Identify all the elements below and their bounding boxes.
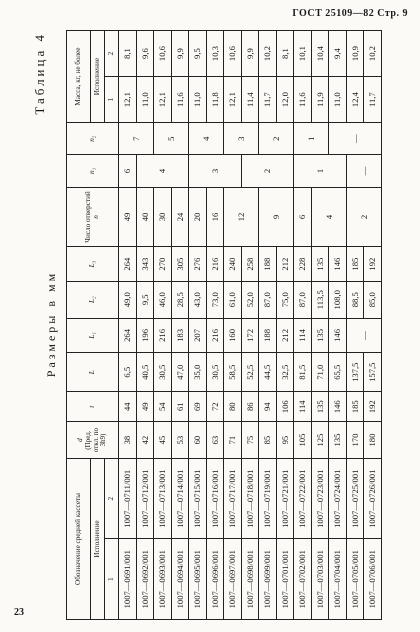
- cell-mass-2: 8,1: [119, 31, 137, 77]
- cell-mass-2: 9,5: [189, 31, 207, 77]
- page-number: 23: [14, 607, 24, 618]
- cell-d: 38: [119, 422, 137, 459]
- t-symbol: t: [87, 405, 96, 408]
- n2-symbol: n₂: [87, 135, 96, 142]
- cell-L: 40,5: [136, 353, 154, 392]
- cell-mass-1: 12,1: [224, 77, 242, 123]
- cell-d: 95: [276, 422, 294, 459]
- table-row: [311, 31, 329, 620]
- cell-t: 106: [276, 392, 294, 422]
- cell-L3: 305: [171, 247, 189, 282]
- cell-variant-1: 1007—0698/001: [241, 539, 259, 620]
- table-row: [171, 31, 189, 620]
- cell-d: 63: [206, 422, 224, 459]
- cell-mass-1: 12,0: [276, 77, 294, 123]
- cell-variant-2: 1007—0725/001: [346, 458, 364, 539]
- cell-mass-1: 11,6: [294, 77, 312, 123]
- n1-symbol: n₁: [87, 167, 96, 174]
- cell-mass-2: 10,2: [364, 31, 382, 77]
- cell-variant-2: 1007—0713/001: [154, 458, 172, 539]
- cell-L3: 135: [311, 247, 329, 282]
- cell-L3: 343: [136, 247, 154, 282]
- cell-variant-1: 1007—0695/001: [189, 539, 207, 620]
- cell-L: 44,5: [259, 353, 277, 392]
- cell-mass-1: 12,4: [346, 77, 364, 123]
- cell-variant-2: 1007—0712/001: [136, 458, 154, 539]
- n2-header: [67, 123, 119, 155]
- cell-variant-2: 1007—0714/001: [171, 458, 189, 539]
- cell-d: 135: [329, 422, 347, 459]
- cell-L3: 188: [259, 247, 277, 282]
- cell-mass-2: 10,2: [259, 31, 277, 77]
- page-header: ГОСТ 25109—82 Стр. 9: [292, 8, 408, 19]
- table-row: [189, 31, 207, 620]
- cell-d: 85: [259, 422, 277, 459]
- cell-L2: 46,0: [154, 281, 172, 318]
- cell-L3: 185: [346, 247, 364, 282]
- cell-L3: 240: [224, 247, 242, 282]
- cell-L1: 207: [189, 318, 207, 353]
- cell-mass-2: 9,6: [136, 31, 154, 77]
- cell-L: 52,5: [241, 353, 259, 392]
- cell-L2: 73,0: [206, 281, 224, 318]
- cell-d: 71: [224, 422, 242, 459]
- cell-variant-2: 1007—0726/001: [364, 458, 382, 539]
- cell-mass-2: 9,9: [241, 31, 259, 77]
- variant-header: Исполнение: [91, 458, 105, 619]
- cell-L: 157,5: [364, 353, 382, 392]
- table-row: [119, 31, 137, 620]
- cell-holes: 49: [119, 187, 137, 247]
- cell-n2: —: [329, 123, 382, 155]
- cell-t: 94: [259, 392, 277, 422]
- cell-t: 192: [364, 392, 382, 422]
- cell-variant-1: 1007—0692/001: [136, 539, 154, 620]
- cell-variant-1: 1007—0693/001: [154, 539, 172, 620]
- cell-d: 60: [189, 422, 207, 459]
- cell-n2: 2: [259, 123, 294, 155]
- L2-symbol: L₂: [87, 296, 96, 304]
- cell-L: 65,5: [329, 353, 347, 392]
- cell-variant-2: 1007—0711/001: [119, 458, 137, 539]
- holes-symbol: n: [91, 215, 100, 219]
- dimensions-table: [66, 30, 382, 620]
- cell-L3: 258: [241, 247, 259, 282]
- cell-L2: 108,0: [329, 281, 347, 318]
- cell-mass-2: 9,9: [171, 31, 189, 77]
- cell-L2: 61,0: [224, 281, 242, 318]
- cell-d: 42: [136, 422, 154, 459]
- cell-L3: 212: [276, 247, 294, 282]
- cell-holes: 6: [294, 187, 312, 247]
- table-row: [276, 31, 294, 620]
- cell-variant-2: 1007—0719/001: [259, 458, 277, 539]
- cell-mass-1: 11,4: [241, 77, 259, 123]
- cell-variant-2: 1007—0724/001: [329, 458, 347, 539]
- cell-n2: 5: [154, 123, 189, 155]
- cell-L3: 276: [189, 247, 207, 282]
- cell-t: 86: [241, 392, 259, 422]
- cell-n1: 2: [241, 155, 294, 187]
- cell-mass-1: 11,6: [171, 77, 189, 123]
- cell-L2: 88,5: [346, 281, 364, 318]
- cell-variant-2: 1007—0722/001: [294, 458, 312, 539]
- cell-n2: 7: [119, 123, 154, 155]
- cell-L1: 146: [329, 318, 347, 353]
- cell-t: 185: [346, 392, 364, 422]
- cell-mass-2: 10,6: [224, 31, 242, 77]
- cell-d: 180: [364, 422, 382, 459]
- cell-t: 54: [154, 392, 172, 422]
- cell-variant-1: 1007—0691/001: [119, 539, 137, 620]
- cell-L1: 216: [206, 318, 224, 353]
- cell-L2: 9,5: [136, 281, 154, 318]
- cell-L: 32,5: [276, 353, 294, 392]
- cell-holes: 16: [206, 187, 224, 247]
- mass-header: Масса, кг, не более: [67, 31, 91, 123]
- holes-header: [67, 187, 119, 247]
- cell-variant-2: 1007—0715/001: [189, 458, 207, 539]
- variant-1-header: 1: [105, 539, 119, 620]
- cell-L2: 43,0: [189, 281, 207, 318]
- cell-variant-1: 1007—0703/001: [311, 539, 329, 620]
- table-row: [206, 31, 224, 620]
- cell-mass-1: 11,0: [189, 77, 207, 123]
- cell-variant-1: 1007—0705/001: [346, 539, 364, 620]
- cell-t: 44: [119, 392, 137, 422]
- rotated-page: [32, 28, 418, 620]
- cell-d: 53: [171, 422, 189, 459]
- table-row: [346, 31, 364, 620]
- cell-holes: 2: [346, 187, 381, 247]
- table-row: [329, 31, 347, 620]
- cell-mass-2: 10,4: [311, 31, 329, 77]
- d-note: (Пред. откл. по 3h9): [83, 428, 108, 453]
- cell-mass-2: 10,1: [294, 31, 312, 77]
- cell-n2: 4: [189, 123, 224, 155]
- L3-header: [67, 247, 119, 282]
- cell-variant-1: 1007—0701/001: [276, 539, 294, 620]
- cell-mass-2: 9,4: [329, 31, 347, 77]
- cell-variant-2: 1007—0723/001: [311, 458, 329, 539]
- cell-variant-1: 1007—0697/001: [224, 539, 242, 620]
- cell-variant-1: 1007—0706/001: [364, 539, 382, 620]
- cell-d: 125: [311, 422, 329, 459]
- cell-d: 170: [346, 422, 364, 459]
- cell-variant-1: 1007—0694/001: [171, 539, 189, 620]
- cell-t: 80: [224, 392, 242, 422]
- cell-n1: —: [346, 155, 381, 187]
- cell-variant-2: 1007—0718/001: [241, 458, 259, 539]
- cell-L1: 188: [259, 318, 277, 353]
- L1-symbol: L₁: [87, 332, 96, 339]
- cell-mass-2: 10,9: [346, 31, 364, 77]
- cell-n2: 1: [294, 123, 329, 155]
- table-row: [154, 31, 172, 620]
- cell-mass-1: 11,7: [259, 77, 277, 123]
- cell-t: 114: [294, 392, 312, 422]
- cell-mass-1: 11,0: [329, 77, 347, 123]
- cell-t: 135: [311, 392, 329, 422]
- cell-L1: 216: [154, 318, 172, 353]
- cell-L2: 49,0: [119, 281, 137, 318]
- mass-1-header: 1: [105, 77, 119, 123]
- cell-mass-1: 12,1: [119, 77, 137, 123]
- cell-L2: 85,0: [364, 281, 382, 318]
- cell-t: 49: [136, 392, 154, 422]
- cell-L2: 52,0: [241, 281, 259, 318]
- cell-L: 71,0: [311, 353, 329, 392]
- cell-mass-2: 10,6: [154, 31, 172, 77]
- cell-L1: 264: [119, 318, 137, 353]
- cell-L: 137,5: [346, 353, 364, 392]
- cell-variant-1: 1007—0696/001: [206, 539, 224, 620]
- L-header: [67, 353, 119, 392]
- table-row: [259, 31, 277, 620]
- designation-header: Обозначение средней кассеты: [67, 458, 91, 619]
- cell-t: 72: [206, 392, 224, 422]
- cell-n1: 1: [294, 155, 347, 187]
- cell-L: 58,5: [224, 353, 242, 392]
- cell-holes: 20: [189, 187, 207, 247]
- cell-holes: 24: [171, 187, 189, 247]
- L-symbol: L: [87, 370, 96, 375]
- cell-L1: 135: [311, 318, 329, 353]
- cell-L2: 75,0: [276, 281, 294, 318]
- cell-L1: 160: [224, 318, 242, 353]
- cell-mass-1: 11,9: [311, 77, 329, 123]
- cell-d: 45: [154, 422, 172, 459]
- units-caption: Размеры в мм: [44, 270, 58, 378]
- cell-variant-2: 1007—0716/001: [206, 458, 224, 539]
- cell-holes: 30: [154, 187, 172, 247]
- cell-holes: 40: [136, 187, 154, 247]
- cell-mass-2: 10,3: [206, 31, 224, 77]
- cell-L3: 264: [119, 247, 137, 282]
- n1-header: [67, 155, 119, 187]
- cell-L: 81,5: [294, 353, 312, 392]
- cell-L3: 192: [364, 247, 382, 282]
- cell-t: 69: [189, 392, 207, 422]
- cell-mass-1: 11,7: [364, 77, 382, 123]
- mass-2-header: 2: [105, 31, 119, 77]
- cell-mass-1: 11,0: [136, 77, 154, 123]
- table-body: [119, 31, 382, 620]
- rotated-content: [32, 28, 418, 620]
- cell-L2: 87,0: [294, 281, 312, 318]
- cell-mass-2: 8,1: [276, 31, 294, 77]
- cell-n1: 6: [119, 155, 137, 187]
- cell-L1: 114: [294, 318, 312, 353]
- cell-holes: 4: [311, 187, 346, 247]
- t-header: [67, 392, 119, 422]
- cell-L3: 216: [206, 247, 224, 282]
- holes-label: Число отверстий: [83, 191, 92, 243]
- table-row: [294, 31, 312, 620]
- cell-variant-1: 1007—0704/001: [329, 539, 347, 620]
- cell-holes: 9: [259, 187, 294, 247]
- cell-n2: 3: [224, 123, 259, 155]
- table-title: Таблица 4: [32, 32, 47, 115]
- cell-variant-1: 1007—0702/001: [294, 539, 312, 620]
- L2-header: [67, 281, 119, 318]
- cell-t: 61: [171, 392, 189, 422]
- cell-L1: 196: [136, 318, 154, 353]
- cell-d: 105: [294, 422, 312, 459]
- cell-L2: 113,5: [311, 281, 329, 318]
- cell-d: 75: [241, 422, 259, 459]
- cell-t: 146: [329, 392, 347, 422]
- mass-variant-header: Исполнение: [91, 31, 105, 123]
- L3-symbol: L₃: [87, 260, 96, 268]
- cell-L1: 183: [171, 318, 189, 353]
- cell-holes: 12: [224, 187, 259, 247]
- cell-L2: 87,0: [259, 281, 277, 318]
- cell-mass-1: 11,8: [206, 77, 224, 123]
- cell-L1: —: [346, 318, 381, 353]
- d-symbol: d: [76, 438, 85, 442]
- cell-n1: 4: [136, 155, 189, 187]
- cell-L3: 270: [154, 247, 172, 282]
- cell-mass-1: 12,1: [154, 77, 172, 123]
- table-row: [224, 31, 242, 620]
- cell-L: 6,5: [119, 353, 137, 392]
- cell-L3: 146: [329, 247, 347, 282]
- cell-L1: 172: [241, 318, 259, 353]
- d-header: [67, 422, 119, 459]
- cell-variant-2: 1007—0717/001: [224, 458, 242, 539]
- L1-header: [67, 318, 119, 353]
- table-row: [136, 31, 154, 620]
- cell-L: 47,0: [171, 353, 189, 392]
- cell-L: 30,5: [154, 353, 172, 392]
- cell-n1: 3: [189, 155, 242, 187]
- cell-L: 30,5: [206, 353, 224, 392]
- cell-variant-1: 1007—0699/001: [259, 539, 277, 620]
- cell-L3: 228: [294, 247, 312, 282]
- cell-L1: 212: [276, 318, 294, 353]
- cell-variant-2: 1007—0721/001: [276, 458, 294, 539]
- cell-L2: 28,5: [171, 281, 189, 318]
- cell-L: 35,0: [189, 353, 207, 392]
- table-row: [241, 31, 259, 620]
- variant-2-header: 2: [105, 458, 119, 539]
